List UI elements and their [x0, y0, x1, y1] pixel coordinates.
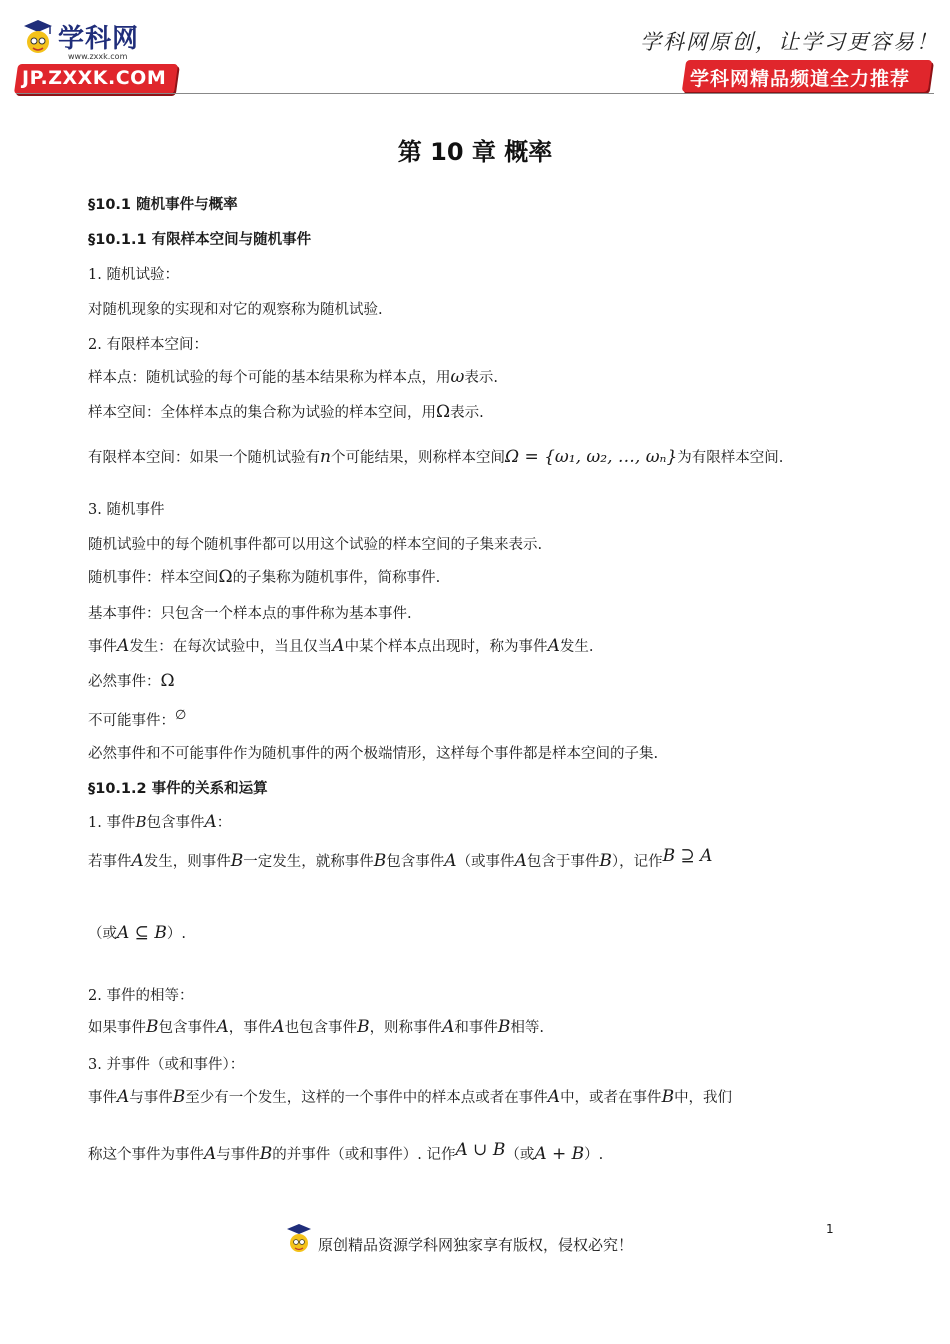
mascot-footer-icon [284, 1222, 314, 1256]
paragraph: 必然事件：Ω [88, 671, 175, 691]
header-slogan: 学科网原创，让学习更容易！ [640, 30, 939, 54]
item-heading: 1. 随机试验： [88, 267, 179, 283]
paragraph: 不可能事件：∅ [88, 708, 187, 729]
logo-text: 学科网 [58, 24, 140, 54]
logo-url: www.zxxk.com [68, 52, 128, 61]
paragraph: （或A ⊆ B）. [88, 923, 186, 943]
math-omega: ω [450, 367, 465, 387]
item-heading: 3. 并事件（或和事件）： [88, 1057, 245, 1073]
paragraph: 样本空间：全体样本点的集合称为试验的样本空间，用Ω表示. [88, 402, 484, 422]
math-A-subset-B: A ⊆ B [117, 923, 167, 943]
math-B-superset-A: B ⊇ A [662, 846, 713, 866]
item-heading: 1. 事件B包含事件A： [88, 812, 232, 832]
math-Omega: Ω [436, 402, 451, 422]
paragraph: 事件A发生：在每次试验中，当且仅当A中某个样本点出现时，称为事件A发生. [88, 636, 594, 656]
paragraph: 对随机现象的实现和对它的观察称为随机试验. [88, 302, 383, 318]
math-Omega: Ω [218, 567, 233, 587]
paragraph: 随机事件：样本空间Ω的子集称为随机事件，简称事件. [88, 567, 441, 587]
paragraph: 基本事件：只包含一个样本点的事件称为基本事件. [88, 606, 412, 622]
paragraph: 若事件A发生，则事件B一定发生，就称事件B包含事件A（或事件A包含于事件B），记作B ⊇ A [88, 846, 713, 871]
paragraph: 如果事件B包含事件A，事件A也包含事件B，则称事件A和事件B相等. [88, 1017, 544, 1037]
section-heading: §10.1 随机事件与概率 [88, 197, 238, 213]
paragraph: 事件A与事件B至少有一个发生，这样的一个事件中的样本点或者在事件A中，或者在事件B中，我们 [88, 1087, 733, 1107]
recommend-text: 学科网精品频道全力推荐 [690, 68, 911, 90]
item-heading: 2. 有限样本空间： [88, 337, 208, 353]
mascot-logo-icon [20, 18, 56, 58]
math-n: n [320, 447, 331, 467]
paragraph: 必然事件和不可能事件作为随机事件的两个极端情形，这样每个事件都是样本空间的子集. [88, 746, 659, 762]
math-A-plus-B: A + B [534, 1144, 585, 1164]
item-heading: 2. 事件的相等： [88, 988, 194, 1004]
math-sample-space: Ω = {ω₁, ω₂, …, ωₙ} [504, 447, 678, 467]
paragraph: 有限样本空间：如果一个随机试验有n个可能结果，则称样本空间Ω = {ω₁, ω₂, …, ωₙ}为有限样本空间. [88, 447, 784, 467]
header-divider [16, 93, 934, 94]
item-heading: 3. 随机事件 [88, 502, 165, 518]
paragraph: 称这个事件为事件A与事件B的并事件（或和事件）. 记作A ∪ B（或A + B）. [88, 1140, 604, 1164]
paragraph: 样本点：随机试验的每个可能的基本结果称为样本点，用ω表示. [88, 367, 498, 387]
paragraph: 随机试验中的每个随机事件都可以用这个试验的样本空间的子集来表示. [88, 537, 543, 553]
math-Omega: Ω [160, 671, 175, 691]
page-number: 1 [826, 1222, 834, 1236]
math-empty-set: ∅ [175, 708, 187, 723]
copyright-notice: 原创精品资源学科网独家享有版权，侵权必究！ [318, 1236, 634, 1254]
logo-domain: JP.ZXXK.COM [22, 67, 167, 89]
math-A-union-B: A ∪ B [455, 1140, 506, 1160]
chapter-title: 第 10 章 概率 [397, 138, 553, 166]
subsection-heading: §10.1.2 事件的关系和运算 [88, 781, 268, 797]
subsection-heading: §10.1.1 有限样本空间与随机事件 [88, 232, 312, 248]
